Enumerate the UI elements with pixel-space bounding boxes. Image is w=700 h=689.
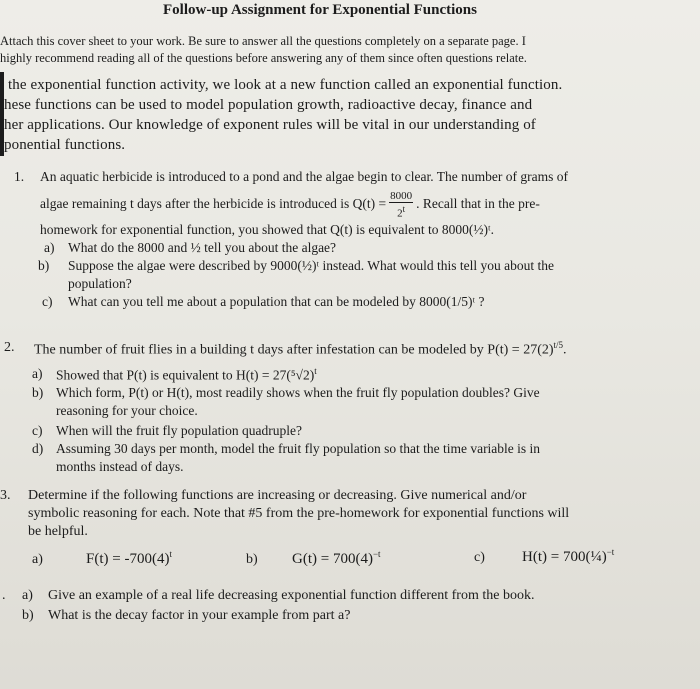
q2-line-1: The number of fruit flies in a building t days after infestation can be modeled by $P(t) = 27(2)^{t/5}$. <box>34 340 567 358</box>
q4-number: . <box>2 588 6 603</box>
q1-fraction-denominator: 2$^t$ <box>397 204 406 220</box>
paragraph-line-3: her applications. Our knowledge of exponent rules will be vital in our understanding of <box>4 117 536 133</box>
q3-a-function: $F(t) = -700(4)^t$ <box>86 549 172 567</box>
q2-b-text-2: reasoning for your choice. <box>56 403 198 418</box>
q2-a-label: a) <box>32 366 43 381</box>
q2-number: 2. <box>4 340 15 355</box>
q2-exponent: t/5 <box>553 340 564 350</box>
q4-b-label: b) <box>22 608 34 623</box>
q1-line-3: homework for exponential function, you showed that Q(t) is equivalent to 8000(½)ᵗ. <box>40 222 494 237</box>
q2-b-text-1: Which form, P(t) or H(t), most readily shows when the fruit fly population doubles? Give <box>56 385 540 400</box>
q1-fraction-numerator: 8000 <box>390 190 413 202</box>
page-title: Follow-up Assignment for Exponential Functions <box>163 2 477 18</box>
q3-line-3: be helpful. <box>28 524 88 539</box>
q1-line-2-post: . Recall that in the pre- <box>416 195 540 211</box>
q3-b-label: b) <box>246 552 258 567</box>
q3-line-2: symbolic reasoning for each. Note that #5 from the pre-homework for exponential functions will <box>28 506 570 521</box>
q1-line-1: An aquatic herbicide is introduced to a pond and the algae begin to clear. The number of grams of <box>40 169 568 184</box>
q1-line-2-pre: algae remaining t days after the herbicide is introduced is Q(t) = <box>40 195 387 211</box>
q2-d-text-1: Assuming 30 days per month, model the fruit fly population so that the time variable is in <box>56 441 541 456</box>
q1-number: 1. <box>14 169 25 184</box>
q2-d-label: d) <box>32 441 44 456</box>
q3-line-1: Determine if the following functions are increasing or decreasing. Give numerical and/or <box>28 488 527 503</box>
q4-a-label: a) <box>22 588 33 603</box>
q3-a-label: a) <box>32 552 43 567</box>
q1-b-label: b) <box>38 258 50 273</box>
q3-c-function: H(t) = 700(¼)$^{-t}$ <box>522 547 615 565</box>
paragraph-line-1: the exponential function activity, we look at a new function called an exponential function. <box>8 77 563 93</box>
q2-c-label: c) <box>32 423 43 438</box>
q1-c-text: What can you tell me about a population that can be modeled by 8000(1/5)ᵗ ? <box>68 294 485 309</box>
q2-b-label: b) <box>32 385 44 400</box>
q1-line-2 <box>40 190 540 220</box>
q3-c-label: c) <box>474 550 485 565</box>
q1-c-label: c) <box>42 294 53 309</box>
q1-b-text-1: Suppose the algae were described by 9000(½)ᵗ instead. What would this tell you about the <box>68 258 554 273</box>
q2-a-text: Showed that P(t) is equivalent to $H(t) = 27(^5√2)^t$ <box>56 366 317 383</box>
q1-a-label: a) <box>44 240 55 255</box>
q1-fraction <box>389 190 413 220</box>
q4-a-text: Give an example of a real life decreasing exponential function different from the book. <box>48 588 535 603</box>
paragraph-line-4: ponential functions. <box>4 137 126 153</box>
intro-line-1: Attach this cover sheet to your work. Be sure to answer all the questions completely on a separate page. I <box>0 34 526 48</box>
q1-a-text: What do the 8000 and ½ tell you about the algae? <box>68 240 337 255</box>
intro-line-2: highly recommend reading all of the questions before answering any of them since often questions relate. <box>0 51 527 65</box>
q2-c-text: When will the fruit fly population quadruple? <box>56 423 302 438</box>
q2-d-text-2: months instead of days. <box>56 459 184 474</box>
paragraph-line-2: hese functions can be used to model population growth, radioactive decay, finance and <box>4 97 533 113</box>
q1-b-text-2: population? <box>68 276 132 291</box>
q3-b-function: $G(t) = 700(4)^{-t}$ <box>292 549 381 567</box>
q3-number: 3. <box>0 488 11 503</box>
q4-b-text: What is the decay factor in your example from part a? <box>48 608 351 623</box>
